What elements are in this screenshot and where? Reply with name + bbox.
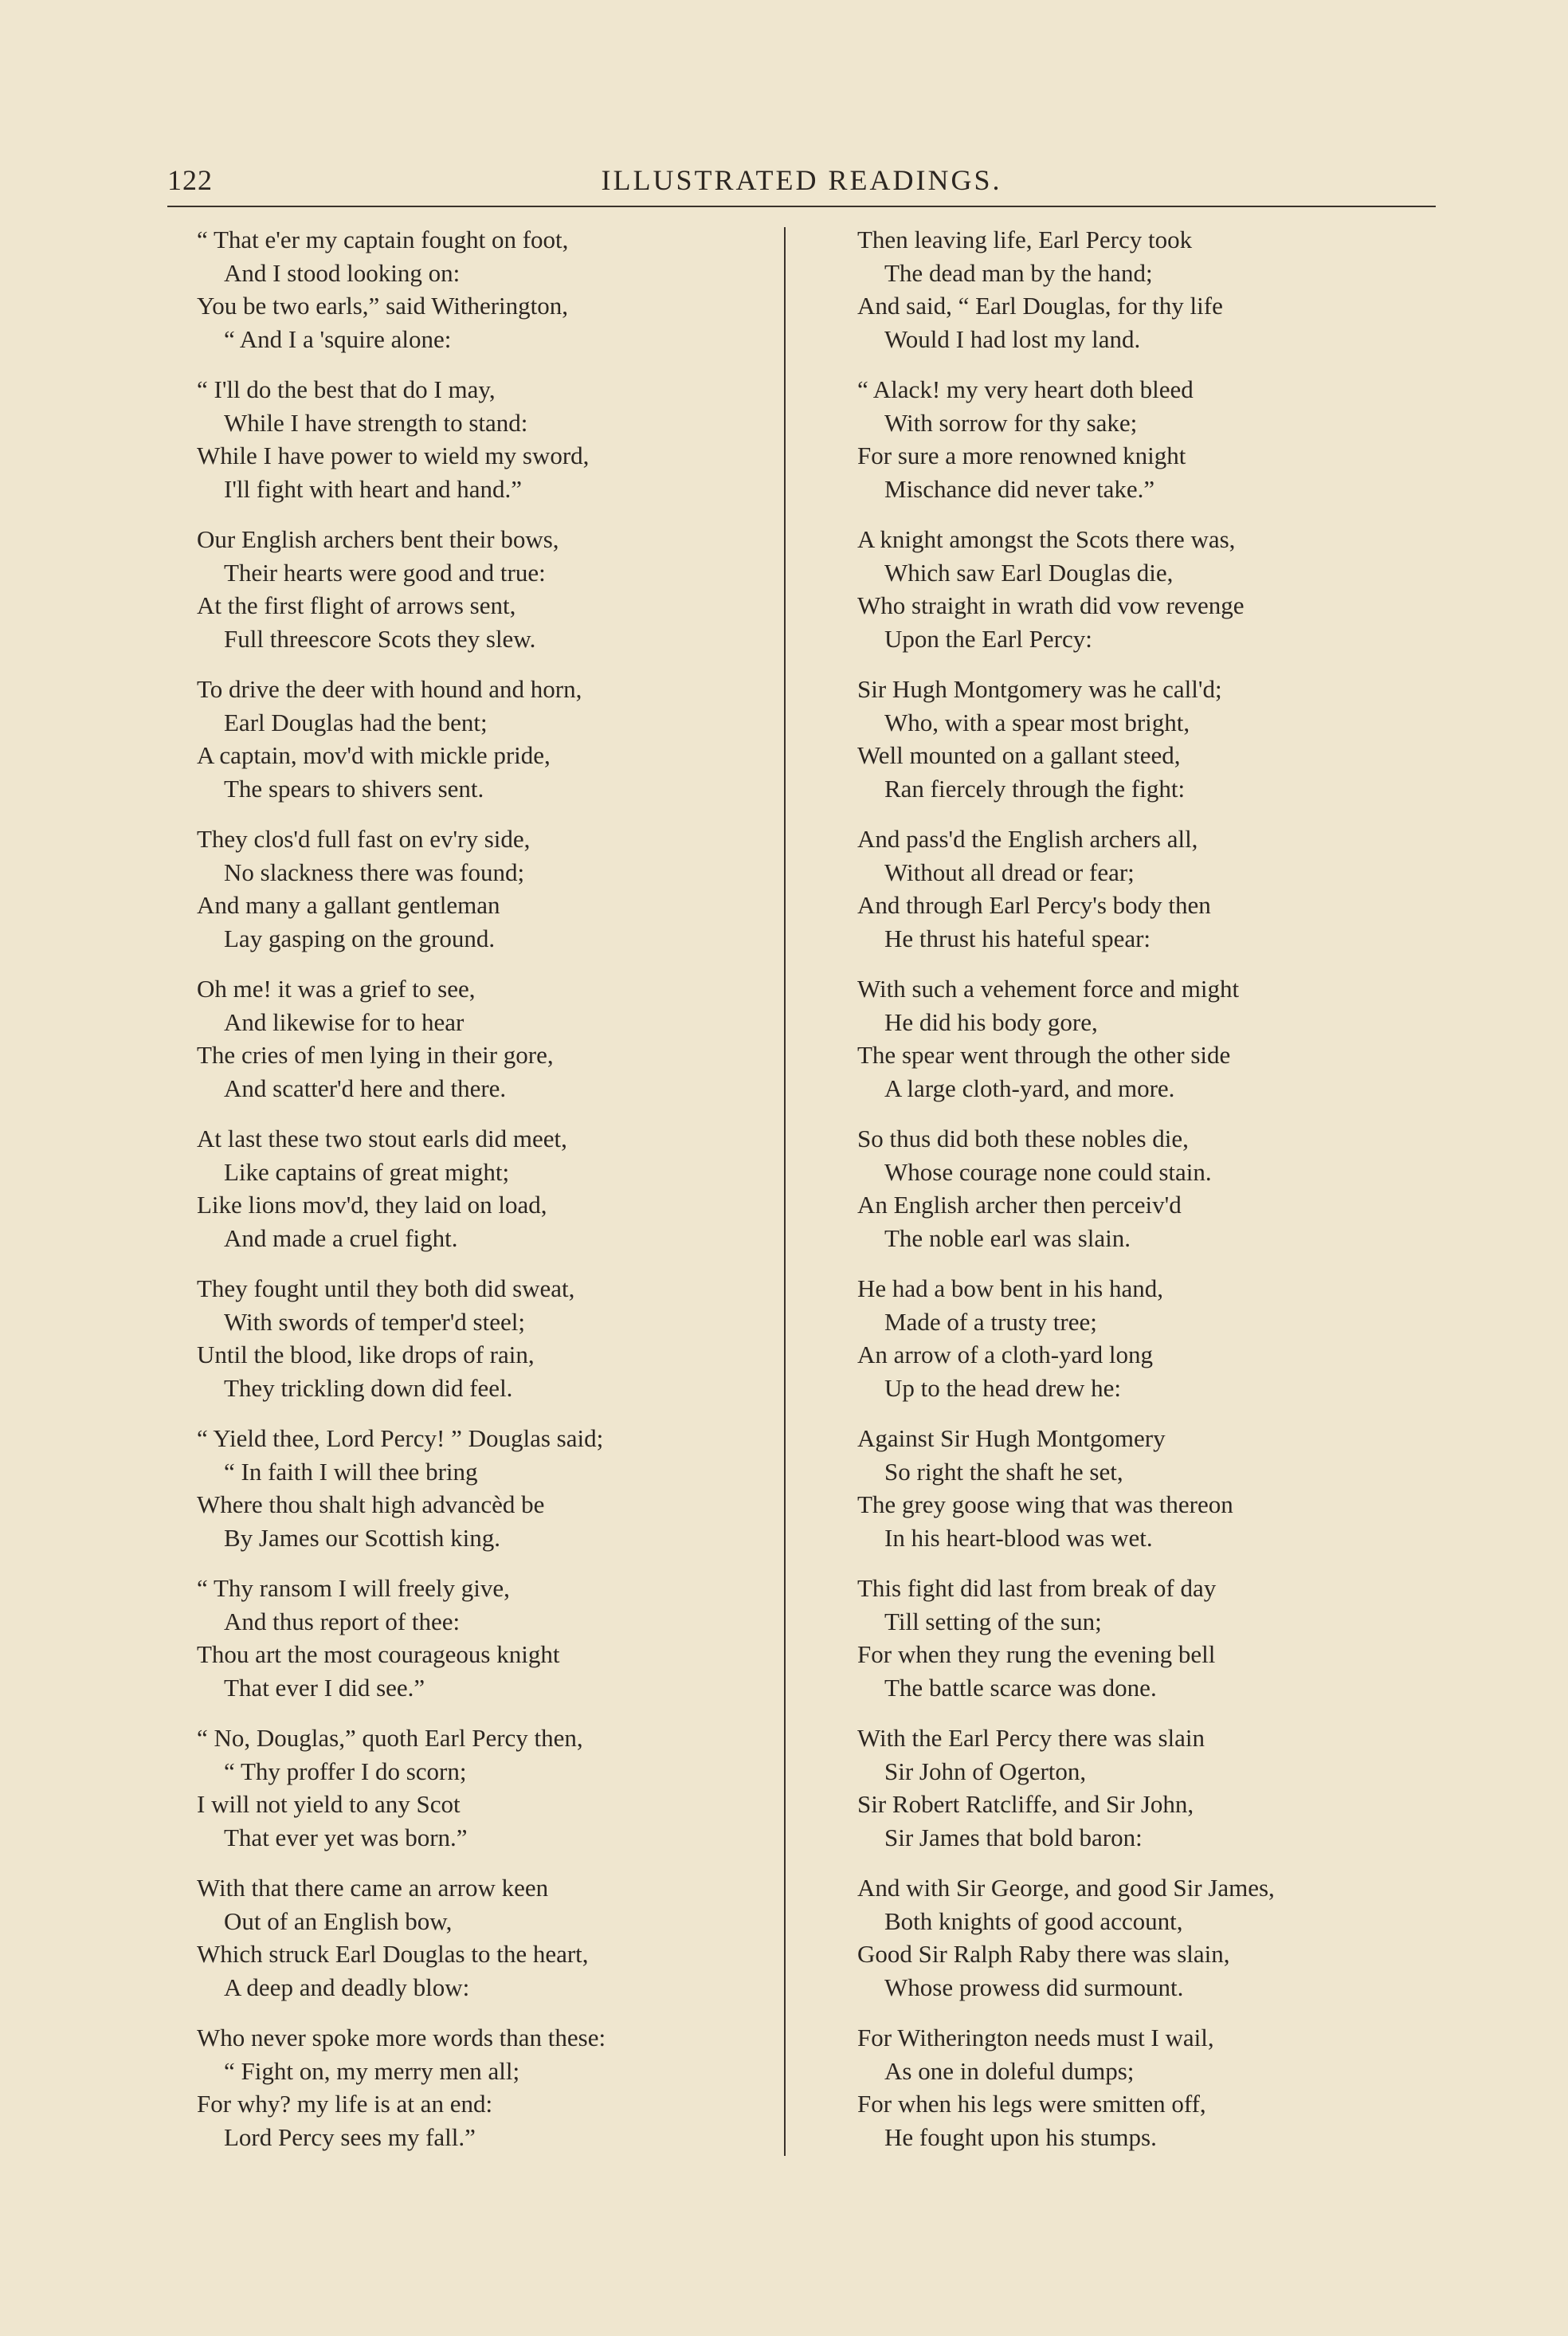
- verse-line: Both knights of good account,: [884, 1906, 1183, 1935]
- column-divider: [784, 227, 786, 2156]
- stanza: [857, 673, 1415, 805]
- verse-line: And said, “ Earl Douglas, for thy life: [857, 292, 1223, 320]
- verse-line: And scatter'd here and there.: [224, 1074, 507, 1102]
- verse-line: He thrust his hateful spear:: [884, 924, 1151, 952]
- verse-line: Sir John of Ogerton,: [884, 1757, 1087, 1785]
- verse-line: Oh me! it was a grief to see,: [197, 975, 476, 1003]
- verse-line: Who never spoke more words than these:: [197, 2024, 606, 2051]
- verse-line: “ Fight on, my merry men all;: [224, 2056, 520, 2085]
- verse-line: Who straight in wrath did vow revenge: [857, 591, 1245, 619]
- verse-line: Earl Douglas had the bent;: [224, 708, 488, 736]
- verse-line: And many a gallant gentleman: [197, 891, 500, 919]
- verse-line: Sir Robert Ratcliffe, and Sir John,: [857, 1790, 1194, 1818]
- verse-line: While I have strength to stand:: [224, 408, 528, 437]
- verse-line: They fought until they both did sweat,: [197, 1274, 575, 1302]
- stanza: [197, 823, 739, 955]
- verse-line: Mischance did never take.”: [884, 474, 1155, 503]
- stanza: [197, 1722, 739, 1854]
- verse-line: Like captains of great might;: [224, 1157, 510, 1186]
- verse-line: With sorrow for thy sake;: [884, 408, 1138, 437]
- verse-line: Who, with a spear most bright,: [884, 708, 1190, 736]
- verse-line: You be two earls,” said Witherington,: [197, 292, 568, 320]
- verse-line: Would I had lost my land.: [884, 324, 1141, 353]
- left-column: [197, 223, 739, 2171]
- verse-line: That ever I did see.”: [224, 1673, 425, 1702]
- header-rule: [167, 206, 1436, 207]
- verse-line: Whose courage none could stain.: [884, 1157, 1212, 1186]
- verse-line: By James our Scottish king.: [224, 1523, 501, 1552]
- verse-line: “ And I a 'squire alone:: [224, 324, 452, 353]
- verse-line: Well mounted on a gallant steed,: [857, 741, 1181, 769]
- verse-line: A deep and deadly blow:: [224, 1973, 470, 2001]
- stanza: [197, 523, 739, 655]
- verse-line: As one in doleful dumps;: [884, 2056, 1135, 2085]
- verse-line: And with Sir George, and good Sir James,: [857, 1874, 1275, 1902]
- verse-line: “ I'll do the best that do I may,: [197, 375, 496, 403]
- verse-line: This fight did last from break of day: [857, 1574, 1217, 1602]
- verse-line: With that there came an arrow keen: [197, 1874, 549, 1902]
- verse-line: Made of a trusty tree;: [884, 1307, 1097, 1336]
- verse-line: They clos'd full fast on ev'ry side,: [197, 825, 531, 853]
- verse-line: I'll fight with heart and hand.”: [224, 474, 523, 503]
- stanza: [197, 673, 739, 805]
- verse-line: The noble earl was slain.: [884, 1223, 1131, 1252]
- stanza: [857, 523, 1415, 655]
- verse-line: For when they rung the evening bell: [857, 1640, 1216, 1668]
- stanza: [857, 2021, 1415, 2153]
- verse-line: The spear went through the other side: [857, 1041, 1231, 1069]
- verse-line: Good Sir Ralph Raby there was slain,: [857, 1940, 1230, 1968]
- verse-line: So thus did both these nobles die,: [857, 1125, 1189, 1152]
- verse-line: Our English archers bent their bows,: [197, 525, 559, 553]
- verse-line: Whose prowess did surmount.: [884, 1973, 1184, 2001]
- verse-line: So right the shaft he set,: [884, 1457, 1123, 1486]
- verse-line: He did his body gore,: [884, 1007, 1098, 1036]
- verse-line: Lay gasping on the ground.: [224, 924, 496, 952]
- verse-line: Full threescore Scots they slew.: [224, 624, 536, 653]
- verse-line: That ever yet was born.”: [224, 1823, 468, 1851]
- verse-line: Then leaving life, Earl Percy took: [857, 226, 1193, 253]
- verse-line: The grey goose wing that was thereon: [857, 1490, 1233, 1518]
- verse-line: Upon the Earl Percy:: [884, 624, 1092, 653]
- verse-line: He had a bow bent in his hand,: [857, 1274, 1163, 1302]
- verse-line: For why? my life is at an end:: [197, 2090, 493, 2118]
- verse-line: Against Sir Hugh Montgomery: [857, 1424, 1166, 1452]
- stanza: [857, 1871, 1415, 2004]
- page-number: 122: [167, 164, 213, 196]
- verse-line: Thou art the most courageous knight: [197, 1640, 560, 1668]
- verse-line: Without all dread or fear;: [884, 858, 1135, 886]
- verse-line: “ Thy ransom I will freely give,: [197, 1574, 510, 1602]
- verse-line: While I have power to wield my sword,: [197, 442, 590, 469]
- verse-line: At last these two stout earls did meet,: [197, 1125, 567, 1152]
- page-header: [167, 163, 1436, 203]
- verse-line: Ran fiercely through the fight:: [884, 774, 1186, 803]
- stanza: [857, 1722, 1415, 1854]
- stanza: [197, 1122, 739, 1254]
- verse-line: And made a cruel fight.: [224, 1223, 458, 1252]
- verse-line: For when his legs were smitten off,: [857, 2090, 1206, 2118]
- verse-line: An arrow of a cloth-yard long: [857, 1341, 1154, 1368]
- verse-line: An English archer then perceiv'd: [857, 1191, 1182, 1219]
- verse-line: Sir Hugh Montgomery was he call'd;: [857, 675, 1222, 703]
- verse-line: With the Earl Percy there was slain: [857, 1724, 1205, 1752]
- verse-line: And I stood looking on:: [224, 258, 461, 287]
- verse-line: And likewise for to hear: [224, 1007, 465, 1036]
- verse-line: “ In faith I will thee bring: [224, 1457, 478, 1486]
- verse-line: “ Yield thee, Lord Percy! ” Douglas said;: [197, 1424, 604, 1452]
- verse-line: The dead man by the hand;: [884, 258, 1153, 287]
- verse-line: Which saw Earl Douglas die,: [884, 558, 1174, 587]
- verse-line: Up to the head drew he:: [884, 1373, 1121, 1402]
- verse-line: Until the blood, like drops of rain,: [197, 1341, 535, 1368]
- stanza: [197, 1572, 739, 1704]
- verse-line: “ That e'er my captain fought on foot,: [197, 226, 569, 253]
- verse-line: No slackness there was found;: [224, 858, 525, 886]
- stanza: [197, 972, 739, 1105]
- verse-line: I will not yield to any Scot: [197, 1790, 461, 1818]
- stanza: [857, 1272, 1415, 1404]
- verse-line: They trickling down did feel.: [224, 1373, 513, 1402]
- verse-line: Their hearts were good and true:: [224, 558, 546, 587]
- verse-line: “ No, Douglas,” quoth Earl Percy then,: [197, 1724, 583, 1752]
- verse-line: With such a vehement force and might: [857, 975, 1240, 1003]
- verse-line: And thus report of thee:: [224, 1607, 461, 1635]
- verse-line: Sir James that bold baron:: [884, 1823, 1143, 1851]
- verse-line: For Witherington needs must I wail,: [857, 2024, 1214, 2051]
- verse-line: With swords of temper'd steel;: [224, 1307, 525, 1336]
- stanza: [857, 1422, 1415, 1554]
- verse-line: The cries of men lying in their gore,: [197, 1041, 554, 1069]
- stanza: [857, 223, 1415, 355]
- right-column: [857, 223, 1415, 2171]
- stanza: [197, 1422, 739, 1554]
- verse-line: Out of an English bow,: [224, 1906, 453, 1935]
- verse-line: “ Alack! my very heart doth bleed: [857, 375, 1194, 403]
- stanza: [857, 1122, 1415, 1254]
- verse-line: And through Earl Percy's body then: [857, 891, 1211, 919]
- verse-line: A knight amongst the Scots there was,: [857, 525, 1236, 553]
- stanza: [197, 1272, 739, 1404]
- stanza: [857, 972, 1415, 1105]
- verse-line: To drive the deer with hound and horn,: [197, 675, 582, 703]
- verse-line: The battle scarce was done.: [884, 1673, 1157, 1702]
- verse-line: In his heart-blood was wet.: [884, 1523, 1153, 1552]
- verse-line: And pass'd the English archers all,: [857, 825, 1198, 853]
- stanza: [197, 223, 739, 355]
- stanza: [857, 373, 1415, 505]
- stanza: [857, 823, 1415, 955]
- stanza: [197, 1871, 739, 2004]
- running-title: ILLUSTRATED READINGS.: [601, 164, 1002, 196]
- verse-line: “ Thy proffer I do scorn;: [224, 1757, 467, 1785]
- verse-line: Like lions mov'd, they laid on load,: [197, 1191, 547, 1219]
- verse-line: At the first flight of arrows sent,: [197, 591, 516, 619]
- verse-line: The spears to shivers sent.: [224, 774, 484, 803]
- stanza: [197, 373, 739, 505]
- verse-line: Lord Percy sees my fall.”: [224, 2122, 476, 2151]
- stanza: [857, 1572, 1415, 1704]
- verse-line: A large cloth-yard, and more.: [884, 1074, 1175, 1102]
- verse-line: He fought upon his stumps.: [884, 2122, 1157, 2151]
- verse-line: A captain, mov'd with mickle pride,: [197, 741, 551, 769]
- verse-line: For sure a more renowned knight: [857, 442, 1186, 469]
- verse-line: Which struck Earl Douglas to the heart,: [197, 1940, 589, 1968]
- stanza: [197, 2021, 739, 2153]
- verse-line: Till setting of the sun;: [884, 1607, 1102, 1635]
- verse-line: Where thou shalt high advancèd be: [197, 1490, 545, 1518]
